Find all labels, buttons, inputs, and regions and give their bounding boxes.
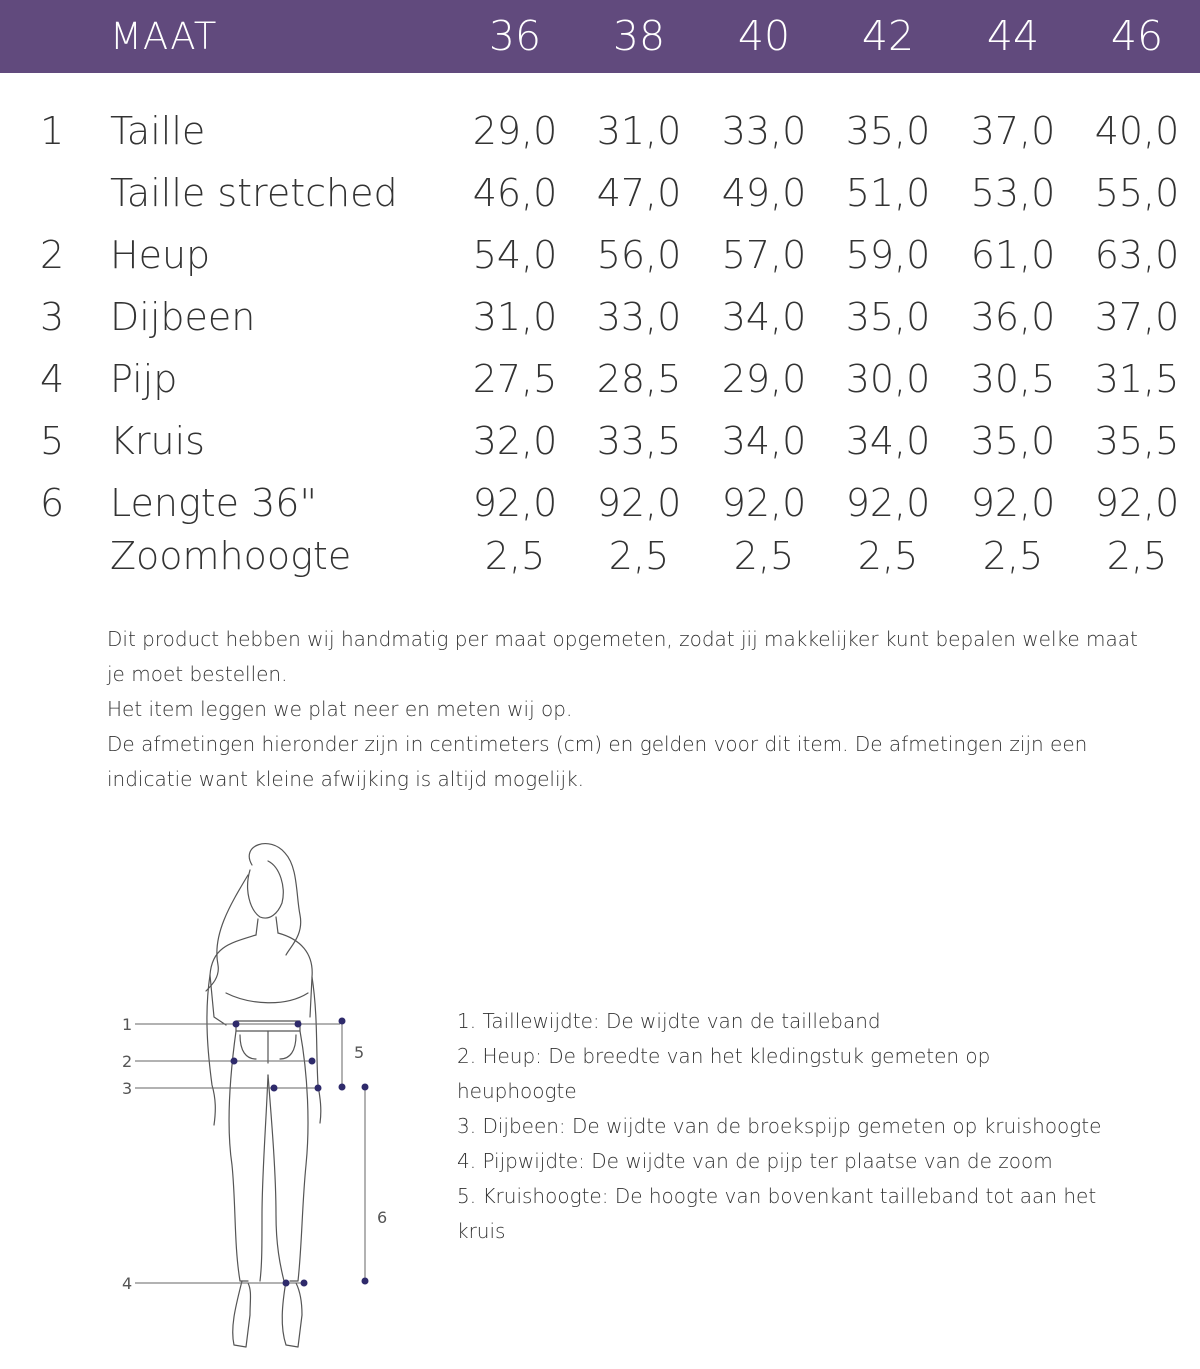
row-value: 35,0 <box>970 419 1056 463</box>
row-value: 32,0 <box>472 419 558 463</box>
legend-line: 4. Pijpwijdte: De wijdte van de pijp ter plaatse van de zoom <box>457 1149 1053 1173</box>
row-value: 35,5 <box>1094 419 1180 463</box>
row-value: 31,0 <box>596 109 682 153</box>
size-header-title: MAAT <box>110 15 218 58</box>
measurement-figure-illustration <box>100 835 410 1365</box>
row-value: 47,0 <box>596 171 682 215</box>
row-value: 34,0 <box>721 295 807 339</box>
figure-right-shoe <box>282 1281 302 1347</box>
marker-label-4: 4 <box>122 1274 133 1293</box>
size-header-40: 40 <box>737 12 791 60</box>
size-header-bar <box>0 0 1200 73</box>
row-value: 35,0 <box>845 295 931 339</box>
row-number: 2 <box>40 233 65 277</box>
row-number: 5 <box>40 419 65 463</box>
legend-line: kruis <box>457 1219 506 1243</box>
row-value: 35,0 <box>845 109 931 153</box>
row-value: 2,5 <box>1106 534 1168 578</box>
marker-label-1: 1 <box>122 1015 133 1034</box>
row-value: 49,0 <box>721 171 807 215</box>
figure-torso <box>210 933 312 1025</box>
row-number: 4 <box>40 357 65 401</box>
figure-hair <box>249 844 300 955</box>
row-value: 31,0 <box>472 295 558 339</box>
marker-dot <box>271 1085 278 1092</box>
figure-neck <box>256 917 278 935</box>
row-value: 33,0 <box>596 295 682 339</box>
legend-line: 5. Kruishoogte: De hoogte van bovenkant tailleband tot aan het <box>457 1184 1097 1208</box>
marker-dot <box>233 1021 240 1028</box>
row-value: 34,0 <box>845 419 931 463</box>
marker-dot <box>339 1084 346 1091</box>
figure-right-leg-inner <box>268 1075 284 1281</box>
size-header-46: 46 <box>1110 12 1164 60</box>
marker-dot <box>295 1021 302 1028</box>
figure-hair-left <box>206 875 248 991</box>
table-row <box>0 410 1200 472</box>
row-value: 31,5 <box>1094 357 1180 401</box>
row-value: 59,0 <box>845 233 931 277</box>
row-value: 51,0 <box>845 171 931 215</box>
marker-label-6: 6 <box>377 1208 388 1227</box>
row-number: 1 <box>40 109 65 153</box>
row-value: 54,0 <box>472 233 558 277</box>
row-value: 2,5 <box>484 534 546 578</box>
marker-dot <box>309 1058 316 1065</box>
row-label: Pijp <box>110 357 178 401</box>
table-row <box>0 348 1200 410</box>
size-header-38: 38 <box>612 12 666 60</box>
description-line: Dit product hebben wij handmatig per maat opgemeten, zodat jij makkelijker kunt bepalen welke maat <box>107 627 1138 651</box>
row-value: 61,0 <box>970 233 1056 277</box>
row-value: 29,0 <box>472 109 558 153</box>
legend-line: 3. Dijbeen: De wijdte van de broekspijp gemeten op kruishoogte <box>457 1114 1102 1138</box>
description-line: indicatie want kleine afwijking is altijd mogelijk. <box>107 767 585 791</box>
figure-left-leg <box>229 1031 248 1281</box>
row-value: 92,0 <box>970 481 1056 525</box>
size-header-42: 42 <box>861 12 915 60</box>
marker-dot <box>301 1280 308 1287</box>
marker-dot <box>362 1084 369 1091</box>
row-value: 30,0 <box>845 357 931 401</box>
row-value: 92,0 <box>845 481 931 525</box>
row-value: 2,5 <box>982 534 1044 578</box>
row-value: 36,0 <box>970 295 1056 339</box>
description-line: De afmetingen hieronder zijn in centimeters (cm) en gelden voor dit item. De afmetingen zijn een <box>107 732 1088 756</box>
description-line: Het item leggen we plat neer en meten wij op. <box>107 697 573 721</box>
figure-left-leg-inner <box>260 1075 268 1281</box>
row-value: 28,5 <box>596 357 682 401</box>
row-value: 2,5 <box>608 534 670 578</box>
legend-line: heuphoogte <box>457 1079 577 1103</box>
marker-dot <box>339 1018 346 1025</box>
row-value: 92,0 <box>472 481 558 525</box>
row-value: 2,5 <box>857 534 919 578</box>
figure-pocket-left <box>240 1035 256 1059</box>
figure-right-arm <box>312 977 321 1123</box>
row-value: 33,5 <box>596 419 682 463</box>
figure-right-leg <box>290 1031 308 1281</box>
row-label: Heup <box>110 233 211 277</box>
row-value: 56,0 <box>596 233 682 277</box>
table-row <box>0 224 1200 286</box>
marker-label-5: 5 <box>354 1043 365 1062</box>
table-row <box>0 286 1200 348</box>
row-value: 30,5 <box>970 357 1056 401</box>
description-line: je moet bestellen. <box>107 662 288 686</box>
row-value: 33,0 <box>721 109 807 153</box>
row-value: 92,0 <box>721 481 807 525</box>
row-value: 27,5 <box>472 357 558 401</box>
row-value: 92,0 <box>1094 481 1180 525</box>
row-value: 53,0 <box>970 171 1056 215</box>
row-label: Dijbeen <box>110 295 256 339</box>
marker-label-2: 2 <box>122 1052 133 1071</box>
figure-pocket-right <box>280 1035 296 1059</box>
row-value: 37,0 <box>970 109 1056 153</box>
row-number <box>40 525 70 587</box>
row-value: 37,0 <box>1094 295 1180 339</box>
row-value: 34,0 <box>721 419 807 463</box>
measurement-legend <box>457 1004 1102 1249</box>
row-value: 92,0 <box>596 481 682 525</box>
row-number: 6 <box>40 481 65 525</box>
figure-waistband <box>236 1021 300 1031</box>
row-value: 63,0 <box>1094 233 1180 277</box>
row-value: 55,0 <box>1094 171 1180 215</box>
marker-dot <box>283 1280 290 1287</box>
row-label: Lengte 36" <box>110 481 317 525</box>
marker-label-3: 3 <box>122 1079 133 1098</box>
legend-line: 1. Taillewijdte: De wijdte van de tailleband <box>457 1009 881 1033</box>
size-header-44: 44 <box>986 12 1040 60</box>
table-row <box>0 162 1200 224</box>
size-header-36: 36 <box>488 12 542 60</box>
marker-dot <box>231 1058 238 1065</box>
row-label: Kruis <box>110 419 205 463</box>
figure-left-shoe <box>233 1281 251 1347</box>
table-row <box>0 525 1200 587</box>
row-value: 46,0 <box>472 171 558 215</box>
row-label: Zoomhoogte <box>110 534 352 578</box>
row-label: Taille stretched <box>110 171 398 215</box>
row-value: 29,0 <box>721 357 807 401</box>
row-value: 40,0 <box>1094 109 1180 153</box>
figure-top-hem <box>226 993 308 1003</box>
figure-left-arm <box>207 975 215 1125</box>
row-number: 3 <box>40 295 65 339</box>
legend-line: 2. Heup: De breedte van het kledingstuk gemeten op <box>457 1044 991 1068</box>
row-value: 2,5 <box>733 534 795 578</box>
row-label: Taille <box>110 109 206 153</box>
table-row <box>0 100 1200 162</box>
row-value: 57,0 <box>721 233 807 277</box>
marker-dot <box>315 1085 322 1092</box>
measurement-description <box>107 622 1138 797</box>
row-number <box>40 162 70 224</box>
figure-head <box>248 861 284 918</box>
marker-dot <box>362 1278 369 1285</box>
